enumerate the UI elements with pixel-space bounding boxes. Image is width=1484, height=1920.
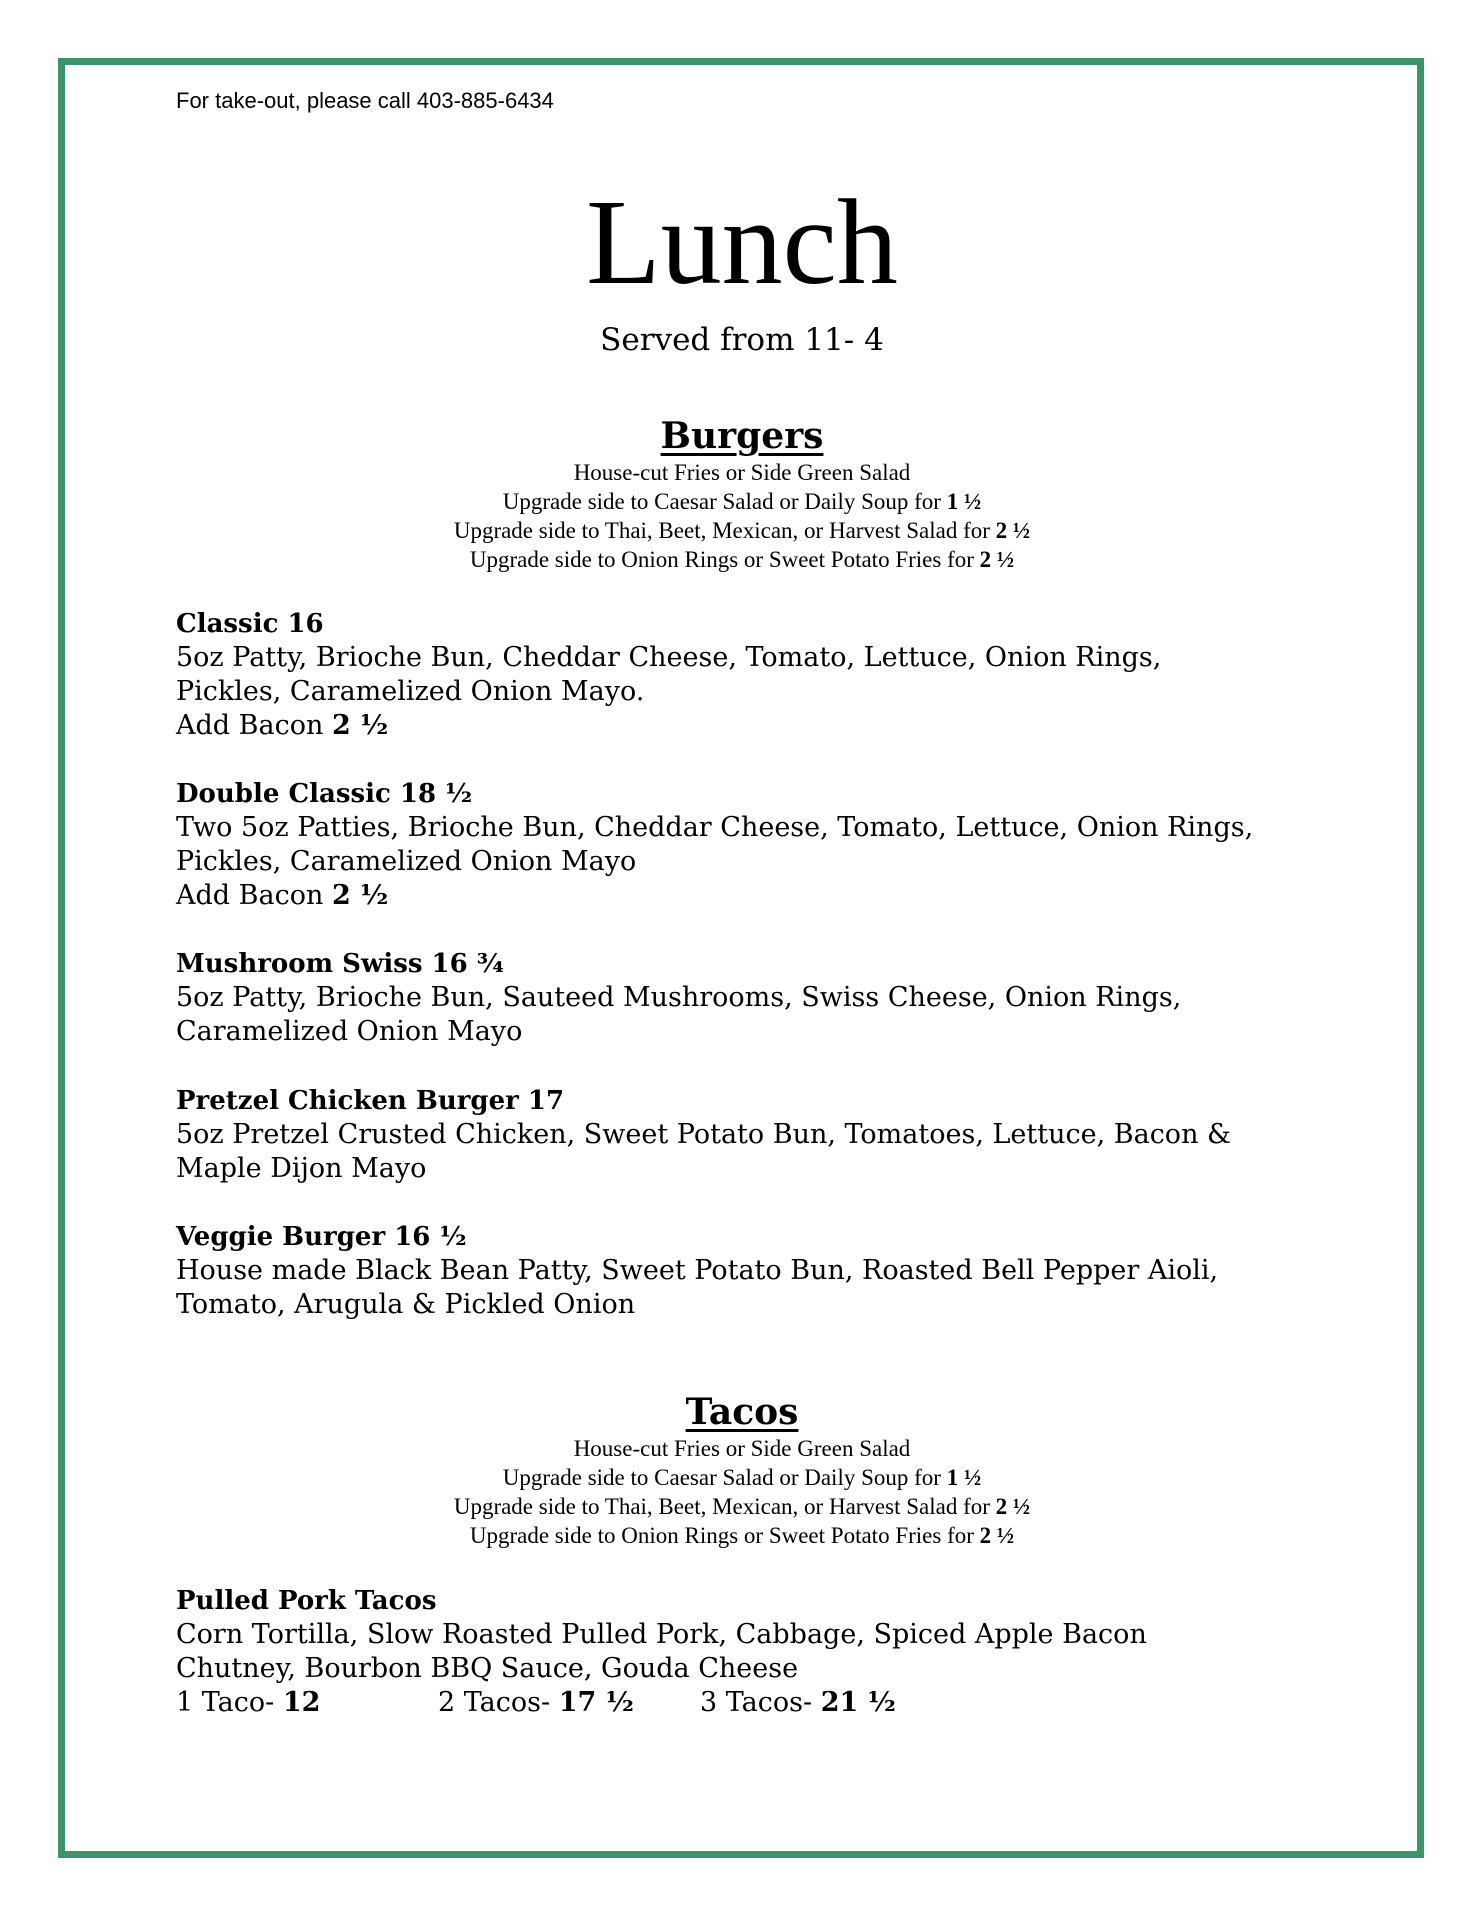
menu-item-classic [176, 607, 1326, 743]
item-description: Corn Tortilla, Slow Roasted Pulled Pork, Cabbage, Spiced Apple Bacon Chutney, Bourbon BBQ Sauce, Gouda Cheese 1 Taco- 12 2 Tacos- 17 ½ 3 Tacos- 21 ½ [176, 1618, 1326, 1720]
side-note: Upgrade side to Caesar Salad or Daily Soup for 1 ½ [502, 1465, 982, 1490]
side-note: Upgrade side to Onion Rings or Sweet Potato Fries for 2 ½ [469, 547, 1015, 572]
side-note: Upgrade side to Caesar Salad or Daily Soup for 1 ½ [502, 489, 982, 514]
taco-price-option: 3 Tacos- 21 ½ [700, 1687, 896, 1718]
taco-price-list [176, 1686, 1326, 1720]
takeout-phone-note: For take-out, please call 403-885-6434 [176, 88, 554, 113]
tacos-section-header [0, 1390, 1484, 1550]
item-description: 5oz Pretzel Crusted Chicken, Sweet Potato Bun, Tomatoes, Lettuce, Bacon & Maple Dijon Mayo [176, 1119, 1232, 1184]
item-name: Veggie Burger 16 ½ [176, 1222, 467, 1252]
item-name: Classic 16 [176, 609, 324, 639]
side-note: Upgrade side to Onion Rings or Sweet Potato Fries for 2 ½ [469, 1523, 1015, 1548]
menu-item-double-classic [176, 777, 1326, 913]
taco-price-option: 2 Tacos- 17 ½ [438, 1687, 634, 1718]
menu-item-pulled-pork-tacos [176, 1584, 1326, 1720]
side-note: Upgrade side to Thai, Beet, Mexican, or Harvest Salad for 2 ½ [453, 1494, 1031, 1519]
side-note: House-cut Fries or Side Green Salad [573, 460, 911, 485]
burgers-side-notes [0, 458, 1484, 574]
menu-title: Lunch [586, 175, 898, 310]
menu-item-veggie-burger [176, 1220, 1326, 1322]
item-description: Two 5oz Patties, Brioche Bun, Cheddar Cheese, Tomato, Lettuce, Onion Rings, Pickles, Caramelized Onion Mayo Add Bacon 2 ½ [176, 811, 1326, 913]
item-addon: Add Bacon 2 ½ [176, 710, 389, 741]
burgers-section-header [0, 414, 1484, 574]
item-description: 5oz Patty, Brioche Bun, Cheddar Cheese, Tomato, Lettuce, Onion Rings, Pickles, Caramelized Onion Mayo. Add Bacon 2 ½ [176, 641, 1326, 743]
taco-price-option: 1 Taco- 12 [176, 1687, 321, 1718]
menu-item-mushroom-swiss [176, 947, 1326, 1049]
item-name: Mushroom Swiss 16 ¾ [176, 949, 504, 979]
item-description: 5oz Patty, Brioche Bun, Sauteed Mushrooms, Swiss Cheese, Onion Rings, Caramelized Onion Mayo [176, 982, 1182, 1047]
item-name: Double Classic 18 ½ [176, 779, 473, 809]
tacos-side-notes [0, 1434, 1484, 1550]
menu-item-pretzel-chicken-burger [176, 1084, 1326, 1186]
side-note: House-cut Fries or Side Green Salad [573, 1436, 911, 1461]
item-description: House made Black Bean Patty, Sweet Potato Bun, Roasted Bell Pepper Aioli, Tomato, Arugula & Pickled Onion [176, 1255, 1219, 1320]
menu-subtitle: Served from 11- 4 [600, 322, 884, 358]
item-name: Pulled Pork Tacos [176, 1586, 437, 1616]
tacos-heading: Tacos [685, 1391, 799, 1433]
item-addon: Add Bacon 2 ½ [176, 880, 389, 911]
item-name: Pretzel Chicken Burger 17 [176, 1086, 565, 1116]
burgers-heading: Burgers [660, 415, 824, 457]
side-note: Upgrade side to Thai, Beet, Mexican, or Harvest Salad for 2 ½ [453, 518, 1031, 543]
